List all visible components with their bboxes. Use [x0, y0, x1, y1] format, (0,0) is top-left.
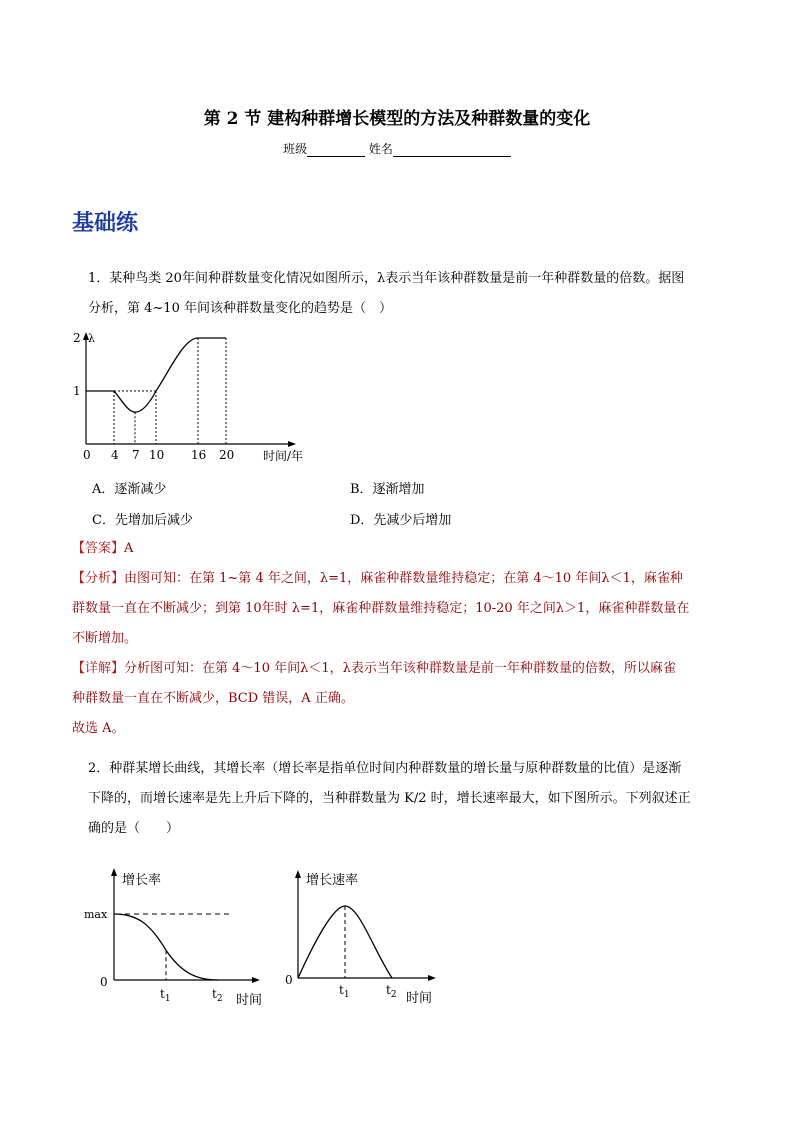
t1-subscript: 1 [343, 990, 350, 1000]
growth-rate-curve [114, 914, 218, 980]
option-b[interactable]: B．逐渐增加 [350, 482, 425, 497]
page-title: 第 2 节 建构种群增长模型的方法及种群数量的变化 [203, 109, 591, 129]
x-tick-label: 10 [149, 448, 165, 462]
x-tick-label: 4 [111, 448, 119, 462]
lambda-curve [86, 338, 226, 412]
question-2-line-3: 确的是（ ） [88, 821, 180, 836]
name-label: 姓名 [368, 142, 393, 156]
x-axis-arrow [252, 977, 260, 983]
guide-lines [114, 338, 226, 444]
growth-speed-chart [282, 862, 482, 1012]
analysis-line-1: 由图可知：在第 1~第 4 年之间，λ=1，麻雀种群数量维持稳定；在第 4～10 年间λ＜1，麻雀种 [124, 571, 683, 586]
y-tick-label: 2 [73, 331, 81, 345]
question-1-text [88, 264, 728, 324]
y-axis-arrow [295, 870, 301, 878]
t1-subscript: 1 [164, 994, 171, 1004]
detail-tag: 【详解】 [72, 661, 125, 676]
t2-base: t [386, 983, 391, 997]
analysis-line-3: 不断增加。 [72, 631, 138, 646]
t1-base: t [339, 983, 344, 997]
max-tick-label: max [84, 908, 108, 921]
conclusion: 故选 A。 [72, 721, 125, 736]
t2-label [386, 983, 397, 1000]
solution-block [72, 534, 732, 744]
growth-rate-chart [80, 862, 280, 1012]
x-axis-arrow [288, 441, 296, 447]
detail-line-2: 种群数量一直在不断减少，BCD 错误，A 正确。 [72, 691, 354, 706]
t1-label [339, 983, 350, 1000]
t2-subscript: 2 [390, 990, 397, 1000]
y-tick-label: 1 [73, 384, 81, 398]
x-axis-arrow [428, 975, 436, 981]
answer-value: A [124, 541, 134, 556]
lambda-chart [70, 328, 320, 468]
name-blank[interactable] [393, 144, 511, 157]
class-blank[interactable] [307, 144, 365, 157]
origin-label: 0 [285, 973, 293, 987]
detail-line-1: 分析图可知：在第 4～10 年间λ＜1，λ表示当年该种群数量是前一年种群数量的倍数，所以麻雀 [124, 661, 676, 676]
question-number: 2． [88, 761, 110, 776]
question-2-text [88, 754, 728, 844]
x-tick-label: 0 [83, 448, 91, 462]
question-number: 1． [88, 271, 110, 286]
y-axis-arrow [111, 868, 117, 876]
analysis-tag: 【分析】 [72, 571, 125, 586]
t1-label [160, 987, 171, 1004]
x-axis-label: 时间 [236, 993, 263, 1008]
y-axis-label: 增长速率 [306, 873, 359, 888]
t2-base: t [212, 987, 217, 1001]
section-title: 基础练 [72, 211, 139, 236]
class-name-line [0, 140, 794, 157]
answer-tag: 【答案】 [72, 541, 125, 556]
question-1-line-2: 分析，第 4~10 年间该种群数量变化的趋势是（ ） [88, 301, 392, 316]
question-2-line-1: 种群某增长曲线，其增长率（增长率是指单位时间内种群数量的增长量与原种群数量的比值）是逐渐 [109, 761, 682, 776]
t2-subscript: 2 [216, 994, 223, 1004]
option-a[interactable]: A．逐渐减少 [92, 482, 167, 497]
option-c[interactable]: C．先增加后减少 [92, 513, 193, 528]
analysis-line-2: 群数量一直在不断减少；到第 10年时 λ=1，麻雀种群数量维持稳定；10-20 年之间λ＞1，麻雀种群数量在 [72, 601, 690, 616]
class-label: 班级 [283, 142, 308, 156]
y-axis-label: λ [88, 332, 95, 345]
question-2-line-2: 下降的，而增长速率是先上升后下降的，当种群数量为 K/2 时，增长速率最大，如下图所示。下列叙述正 [88, 791, 691, 806]
origin-label: 0 [100, 975, 108, 989]
y-axis-label: 增长率 [122, 873, 162, 888]
t1-base: t [160, 987, 165, 1001]
x-tick-label: 16 [191, 448, 207, 462]
x-tick-label: 7 [132, 448, 140, 462]
x-tick-label: 20 [219, 448, 235, 462]
option-d[interactable]: D．先减少后增加 [350, 513, 452, 528]
t2-label [212, 987, 223, 1004]
x-axis-label: 时间/年 [263, 449, 304, 463]
question-1-line-1: 某种鸟类 20年间种群数量变化情况如图所示，λ表示当年该种群数量是前一年种群数量的倍数。据图 [109, 271, 685, 286]
x-axis-label: 时间 [406, 991, 433, 1006]
